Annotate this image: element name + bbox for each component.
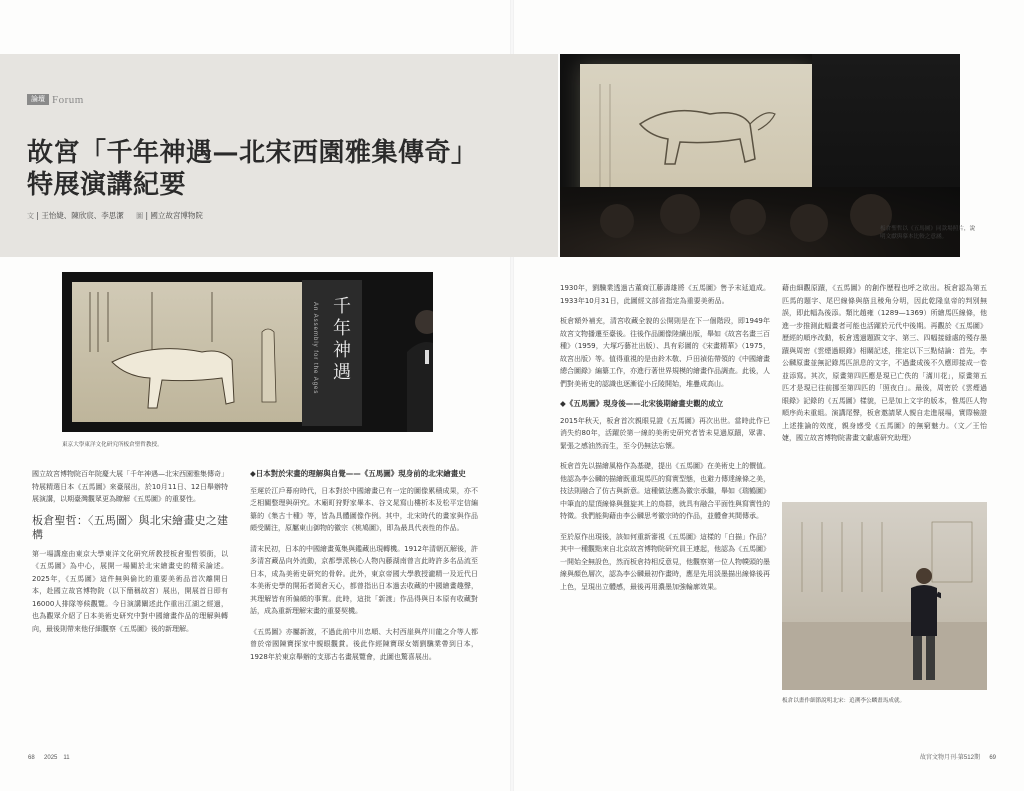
speaker-photo [62,272,433,432]
mid-photo-caption: 東京大學東洋文化研究所板倉聖哲教授。 [62,442,163,448]
paragraph: 清末民初，日本的中國繪畫蒐集與鑑藏出現轉機。1912年清朝瓦解後，許多清宮藏品向外流動，京都學派核心人物內藤湖南曾言此時許多名品流至日本，成為美術史研究的骨幹。此外，東京帝國大學教授瀧精一及近代日本美術史學的開拓者岡倉天心，都曾指出日本過去收藏的中國繪畫趣聲，其理解皆有所偏頗的事實。此時，這批「新渡」作品得與日本原有收藏對話，成為重新理解宋畫的重要契機。 [250,544,478,615]
paragraph: 第一場講座由東京大學東洋文化研究所教授板倉聖哲領銜，以《五馬圖》為中心，展開一場關於北宋繪畫史的精采論述。2025年，《五馬圖》這件無與倫比的重要美術品首次離開日本，赴國立故宮博物院（以下簡稱故宮）展出，開展首日即有16000人排隊等候觀覽。今日演講闡述此作重出江湖之經過，也為觀眾介紹了日本美術史研究中對中國繪畫作品的理解與轉向，最後則帶來他仔細觀察《五馬圖》後的新理解。 [32,549,228,633]
minihead-emergence: ◆《五馬圖》現身後——北宋後期繪畫史觀的成立 [560,399,724,408]
paragraph: 板倉額外補充，清宮收藏全貌的公開則是在下一個階段，即1949年故宮文物播遷至臺後。往後作品圖像陸續出版，舉如《故宮名畫三百種》（1959，大塚巧藝社出版）、具有彩圖的《宋畫精華》（1975，故宮出版）等。值得重視的是由鈴木敬、戶田禎佑帶領的《中國繪畫總合圖錄》編纂工作，亦進行著世界規模的繪畫作品調查。此後，人們對美術史的認識也逐漸從小丘陵開始，堆疊成高山。 [560,317,770,388]
left-issue-date: 2025 11 [44,755,70,761]
left-folio [28,752,70,761]
audience-head [730,199,766,235]
presenter-figure [907,564,941,684]
paragraph: 《五馬圖》亦屬新渡，不過此前中川忠順、大村西崖與芹川龍之介等人都曾於帝國陳寶探家中親眼觀賞。後此作經陳寶琛女婿劉驥業帶到日本，1928年於東京舉辦的支那古名畫展覽會，此圖也驚喜展出。 [250,627,478,661]
title-line-2: 特展演講紀要 [27,170,187,200]
exhibition-wall [782,502,987,622]
speaker-figure [407,292,433,432]
section-en: Forum [52,93,84,106]
exhibition-floor [782,622,987,690]
byline-image-credit: 國立故宮博物院 [150,211,203,220]
poster-subtitle: An Assembly for the Ages [312,302,318,395]
title-line-1: 故宮「千年神遇—北宋西園雅集傳奇」 [27,138,478,168]
byline-authors: 王怡婕、陳欣宸、李思潔 [41,211,124,220]
paragraph: 板倉首先以描繪風格作為基礎，提出《五馬圖》在美術史上的價值。他認為李公麟的描繪既重現馬匹的寫實型態，也避力傳達線條之美，技法則融合了仿古與新意。這種做法應為徽宗承繼，舉如《瑞鶴圖》中筆直的屋頂線條與盤旋其上的鳥群，就具有融合平面性與寫實性的特徵。我們能夠藉由李公麟思考徽宗時的作品，並體會其間傳承。 [560,462,770,520]
exhibition-photo [782,502,987,690]
byline-image-label: 圖 [136,212,144,220]
article-title [27,137,497,201]
left-page-number: 68 [28,755,35,761]
minihead-japan: ◆日本對於宋畫的理解與自覺——《五馬圖》現身前的北宋繪畫史 [250,469,466,478]
poster-title: 千年神遇 [330,296,351,384]
right-column-1 [560,282,770,601]
audience-head [600,204,634,238]
audience-head [790,204,828,242]
right-photo-caption: 板倉以畫作細節說明北宋：追溯李公麟畫馬成就。 [782,698,906,704]
byline-text-label: 文 [27,212,34,220]
audience-head [660,194,700,234]
paragraph: 藉由細觀原蹟，《五馬圖》的創作歷程也呼之欲出。板倉認為第五匹馬的題字、尾巴線條與筋且稜角分明，因此乾隆皇帝的判別無誤，即此幅為後添。類比趙雍（1289—1369）所繪馬匹線條，他進一步推測此幅畫者可能也活躍於元代中後期。再觀於《五馬圖》歷經的順序改動，板倉透過題跋文字、第三、四幅接縫處的殘存墨蹟與周密《雲煙過眼錄》相關記述，推定以下三點結論：首先，李公麟原畫並無記錄馬匹訊息的文字，不過畫成後不久應即接成一卷並添寫。其次，原畫第四匹應是現已亡佚的「滿川花」，原畫第五匹才是現已往前挪至第四匹的「照夜白」。最後，周密於《雲煙過眼錄》記錄的《五馬圖》樣貌，已是加上文字的版本，惟馬匹人物順序尚未重組。演講尾聲，板倉邀請眾人親自走進展場，實際檢證上述推論的效度，親身感受《五馬圖》的無窮魅力。（文／王怡婕，國立故宮博物院書畫文獻處研究助理） [782,284,987,442]
section-tag: 論壇 [27,94,49,105]
left-column-1 [32,468,228,643]
left-column-2 [250,468,478,671]
paragraph: 2015年秋天，板倉首次親眼見證《五馬圖》再次出世。當時此作已消失約80年，活躍於第一線的美術史研究者皆未見過原蹟，眾書、緊張之感油然而生，至今仍無法忘懷。 [560,416,770,450]
top-photo-caption: 板倉聖哲以《五馬圖》同款場照片，說明文獻與摹本比較之意涵。 [880,226,976,240]
subhead-itakura: 板倉聖哲：〈五馬圖〉與北宋繪畫史之建構 [32,513,228,541]
paragraph: 至於原作出現後，該如何重新審視《五馬圖》這樣的「白描」作品？其中一種觀點來自北京故宮博物院研究員王連起，他認為《五馬圖》一開始全無設色，然而板倉持相反意見，他觀察第一位人物幞頭的墨線與顏色層次，認為李公麟最初作畫時，應是先用淡墨描出線條後再上色，呈現出立體感，最後再用濃墨加強輪廓效果。 [560,532,770,591]
paragraph: 至遲於江戶幕府時代，日本對於中國繪畫已有一定的圖像累積成果，亦不乏相關整理與研究。木廟町狩野家畢本、谷文晁寫山樓析本及松平定信編纂的《集古十種》等，皆為具體圖像作例。其中，北宋時代的畫家與作品頗受關注，原屬東山御物的徽宗《桃鳩圖》，即為最具代表性的作品。 [250,486,478,532]
right-folio [920,752,996,761]
scroll-painting [72,282,312,422]
right-issue-label: 故宮文物月刊·第512期 [919,755,980,761]
section-label [27,94,84,105]
intro-paragraph: 國立故宮博物院百年院慶大展「千年神遇—北宋西園雅集傳奇」特展精選日本《五馬圖》來臺展出，於10月11日、12日舉辦特展演講，以期臺灣觀眾更為瞭解《五馬圖》的重要性。 [32,470,228,503]
byline: 文 | 王怡婕、陳欣宸、李思潔 圖 | 國立故宮博物院 [27,211,203,220]
paragraph: 1930年，劉驥業透過古董商江藤濤雄將《五馬圖》售予末延道成。1933年10月31日，此圖經文部省指定為重要美術品。 [560,284,770,305]
right-page-number: 69 [989,755,996,761]
right-column-2 [782,282,987,453]
